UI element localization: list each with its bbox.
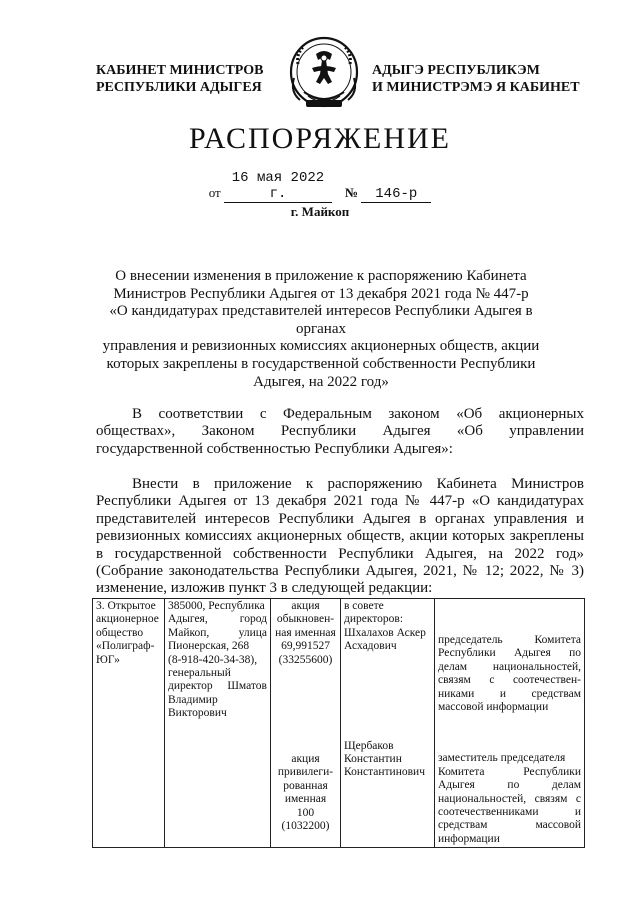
spacer: [438, 600, 581, 634]
subject-line: Министров Республики Адыгея от 13 декабря 2021 года № 447-р: [113, 285, 529, 302]
paragraph-line: представителей интересов Республики Адыгея в органах управления и: [96, 510, 584, 527]
company-cell: [93, 599, 165, 848]
amendment-table: [92, 598, 585, 848]
cell-text: Республики Адыгея по: [438, 647, 581, 660]
header-right: [372, 62, 582, 96]
subject-line: Адыгея, на 2022 год»: [253, 373, 389, 390]
cell-text: Щербаков: [344, 739, 394, 752]
subject-line: О внесении изменения в приложение к распоряжению Кабинета: [115, 268, 527, 284]
paragraph-line: В соответствии с Федеральным законом «Об акционерных: [132, 406, 584, 422]
cell-text: председатель Комитета: [438, 634, 581, 646]
cell-text: акция: [291, 600, 320, 612]
cell-text: акционерное: [96, 613, 159, 626]
spacer: [344, 654, 431, 740]
document-number: 146-р: [361, 186, 431, 203]
cell-text: делам национальностей,: [438, 660, 581, 673]
subject-line: управления и ревизионных комиссиях акционерных обществ, акции: [102, 338, 540, 355]
header-left-line2: РЕСПУБЛИКИ АДЫГЕЯ: [96, 80, 262, 95]
cell-text: Викторович: [168, 707, 227, 720]
candidate-position-cell: [435, 599, 585, 848]
header-right-line2: И МИНИСТРЭМЭ Я КАБИНЕТ: [372, 80, 580, 95]
header-left-line1: КАБИНЕТ МИНИСТРОВ: [96, 63, 264, 78]
cell-text: 69,991527: [281, 640, 330, 653]
cell-text: именная: [284, 793, 327, 806]
cell-text: 3. Открытое: [96, 600, 156, 612]
share-cell: [271, 599, 341, 848]
paragraph-line: Внести в приложение к распоряжению Кабинета Министров: [132, 476, 584, 492]
address-cell: [165, 599, 271, 848]
body-paragraph: [96, 476, 584, 598]
cell-text: привилеги-: [277, 766, 334, 779]
cell-text: средствам массовой: [438, 819, 581, 832]
cell-text: Шхалахов Аскер: [344, 626, 426, 639]
cell-text: соотечественниками и: [438, 806, 581, 819]
paragraph-line: в государственной собственности Республики Адыгея, на 2022 год»: [96, 545, 584, 562]
document-type-title: РАСПОРЯЖЕНИЕ: [188, 122, 452, 155]
spacer: [438, 714, 581, 752]
candidate-name-cell: [341, 599, 435, 848]
document-subject: [96, 268, 546, 391]
coat-of-arms-icon: [286, 34, 362, 116]
date-prefix: от: [208, 185, 221, 200]
cell-text: (1032200): [281, 820, 330, 833]
subject-line: которых закреплены в государственной собственности Республики: [106, 355, 536, 372]
cell-text: директоров:: [344, 613, 404, 626]
paragraph-line: изменение, изложив пункт 3 в следующей редакции:: [96, 580, 433, 597]
cell-text: обыкновен-: [276, 613, 335, 626]
cell-text: Майкоп, улица: [168, 626, 267, 639]
paragraph-line: Республики Адыгея от 13 декабря 2021 года № 447-р «О кандидатурах: [96, 493, 584, 510]
cell-text: общество: [96, 626, 144, 639]
paragraph-line: (Собрание законодательства Республики Адыгея, 2021, № 12; 2022, № 3): [96, 563, 584, 580]
cell-text: Адыгея по делам: [438, 779, 581, 792]
cell-text: Пионерская, 268: [168, 640, 250, 653]
subject-line: «О кандидатурах представителей интересов Республики Адыгея в органах: [109, 303, 533, 337]
cell-text: ная именная: [275, 626, 336, 639]
number-sign: №: [344, 185, 359, 200]
header-left: [96, 62, 271, 96]
header-right-line1: АДЫГЭ РЕСПУБЛИКЭМ: [372, 63, 540, 78]
cell-text: Константин: [344, 753, 402, 766]
cell-text: акция: [291, 753, 320, 766]
spacer: [274, 667, 337, 753]
cell-text: информации: [438, 832, 500, 845]
cell-text: в совете: [344, 600, 384, 612]
preamble-paragraph: [96, 406, 584, 458]
cell-text: генеральный: [168, 667, 231, 680]
city-name: г. Майкоп: [290, 204, 350, 219]
cell-text: директор Шматов: [168, 680, 267, 693]
cell-text: заместитель председателя: [438, 752, 566, 765]
cell-text: Комитета Республики: [438, 765, 581, 778]
date-line: [0, 170, 640, 203]
cell-text: связям с соотечествен-: [438, 674, 581, 687]
cell-text: 100: [296, 806, 315, 819]
cell-text: «Полиграф-: [96, 640, 155, 653]
cell-text: рованная: [283, 779, 328, 792]
paragraph-line: государственной собственностью Республики Адыгея»:: [96, 440, 453, 457]
paragraph-line: ревизионных комиссиях акционерных обществ, акции которых закреплены: [96, 528, 584, 545]
cell-text: Адыгея, город: [168, 613, 267, 626]
cell-text: массовой информации: [438, 701, 549, 714]
cell-text: 385000, Республика: [168, 600, 265, 612]
cell-text: Владимир: [168, 693, 218, 706]
cell-text: ЮГ»: [96, 653, 120, 666]
cell-text: Асхадович: [344, 640, 397, 653]
table-row: [93, 599, 585, 848]
date-value: 16 мая 2022 г.: [224, 170, 332, 203]
cell-text: (33255600): [278, 653, 333, 666]
cell-text: (8-918-420-34-38),: [168, 653, 258, 666]
paragraph-line: обществах», Законом Республики Адыгея «Об управлении: [96, 423, 584, 440]
cell-text: национальностей, связям с: [438, 792, 581, 805]
cell-text: никами и средствам: [438, 687, 581, 700]
cell-text: Константинович: [344, 766, 425, 779]
